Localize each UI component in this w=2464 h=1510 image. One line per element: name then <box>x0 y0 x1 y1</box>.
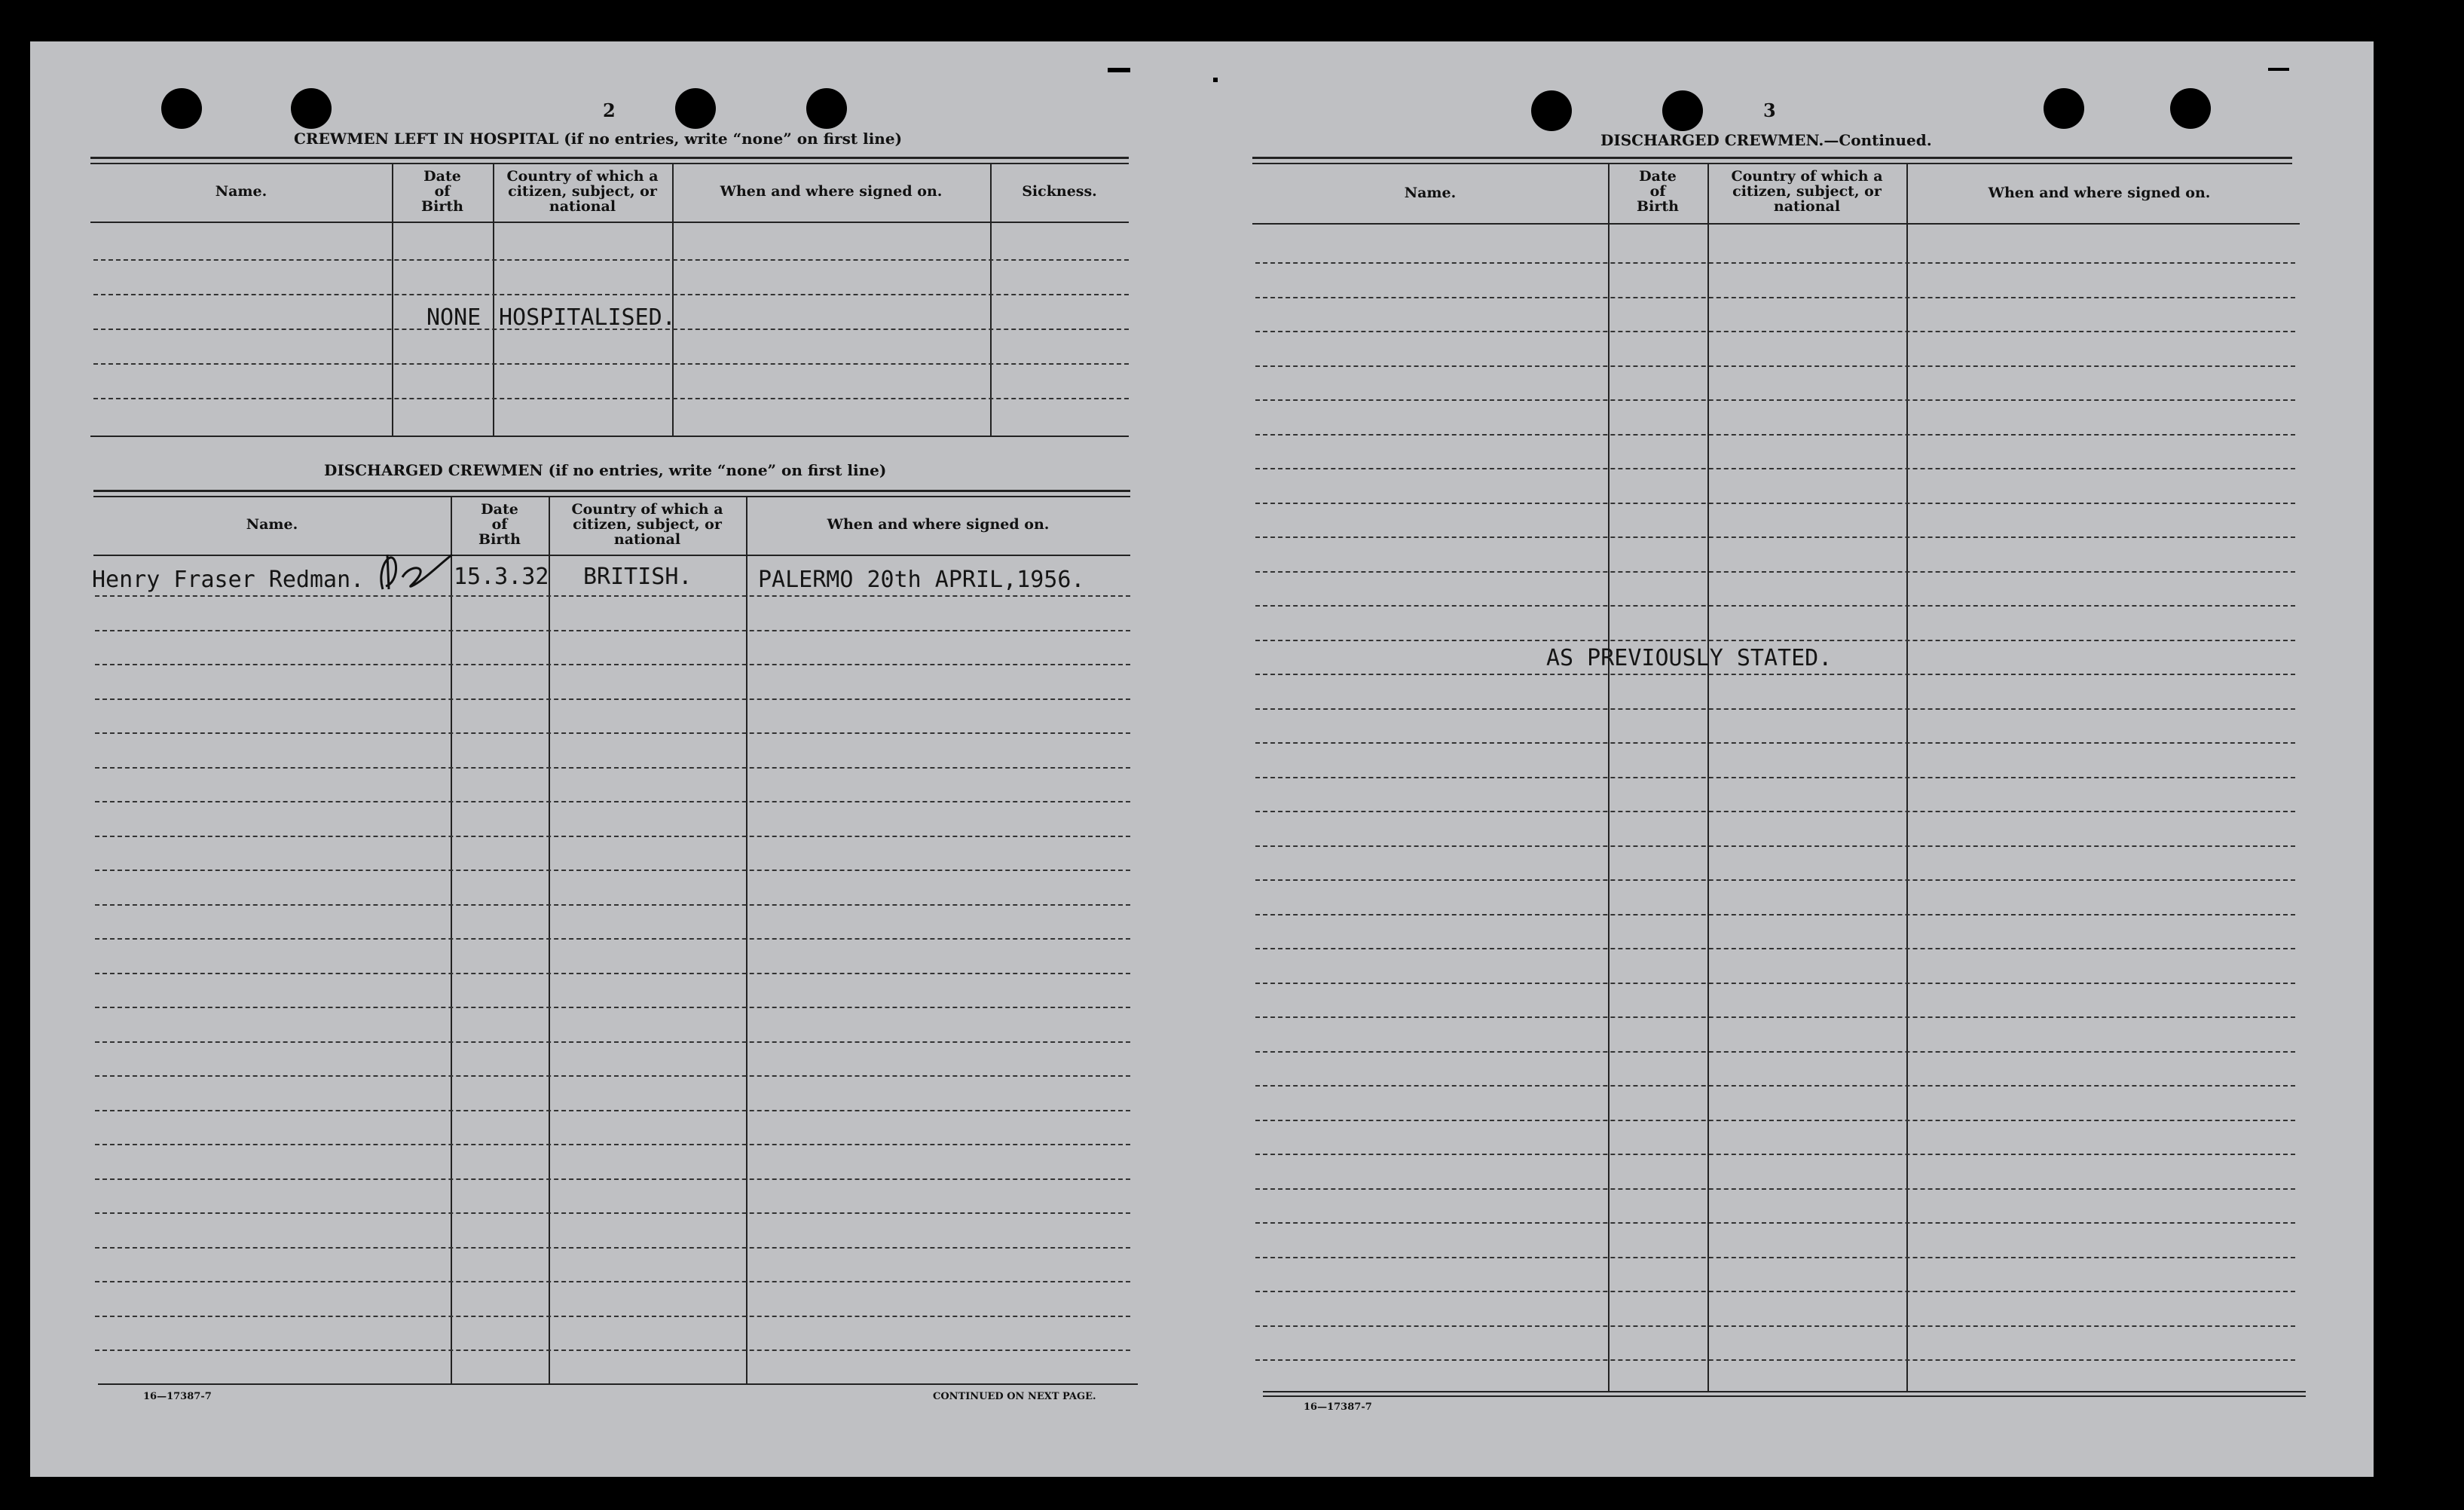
blank-line <box>1255 811 2295 812</box>
blank-line <box>1255 1016 2295 1018</box>
blank-line <box>1255 468 2295 469</box>
rule <box>1252 157 2292 159</box>
punch-hole <box>161 88 202 129</box>
document-sheet <box>30 41 2374 1477</box>
column-header-sickness: Sickness. <box>1022 183 1097 200</box>
blank-line <box>1255 1051 2295 1053</box>
blank-line <box>95 1144 1130 1145</box>
blank-line <box>95 938 1130 940</box>
punch-hole <box>806 88 847 129</box>
handwritten-initials <box>377 544 460 597</box>
blank-line <box>1255 640 2295 641</box>
rule <box>98 1383 1138 1385</box>
section-title-discharged: DISCHARGED CREWMEN (if no entries, write “none” on first line) <box>324 461 887 479</box>
blank-line <box>95 1075 1130 1077</box>
ink-speck <box>1108 68 1130 72</box>
punch-hole <box>1662 90 1703 131</box>
column-header-signed-on: When and where signed on. <box>1988 185 2211 201</box>
blank-line <box>1255 708 2295 710</box>
hospital-entry-hospitalised: HOSPITALISED. <box>499 304 676 331</box>
blank-line <box>95 801 1130 802</box>
blank-line <box>93 294 1129 295</box>
blank-line <box>1255 571 2295 573</box>
rule <box>90 157 1129 159</box>
blank-line <box>1255 503 2295 504</box>
blank-line <box>1255 262 2295 264</box>
continued-note: CONTINUED ON NEXT PAGE. <box>933 1391 1096 1402</box>
blank-line <box>1255 948 2295 949</box>
blank-line <box>93 259 1129 261</box>
blank-line <box>1255 1291 2295 1292</box>
column-header-country: Country of which a citizen, subject, or national <box>571 501 723 548</box>
crewman-country: BRITISH. <box>583 564 692 590</box>
blank-line <box>1255 1359 2295 1361</box>
column-header-signed-on: When and where signed on. <box>827 516 1050 533</box>
crewman-signed-on: PALERMO 20th APRIL,1956. <box>758 567 1085 593</box>
blank-line <box>1255 1257 2295 1258</box>
section-title-discharged-continued: DISCHARGED CREWMEN.—Continued. <box>1600 131 1932 149</box>
rule <box>93 490 1130 492</box>
blank-line <box>1255 1154 2295 1155</box>
blank-line <box>95 870 1130 871</box>
blank-line <box>95 1281 1130 1282</box>
blank-line <box>95 904 1130 906</box>
blank-line <box>95 973 1130 974</box>
blank-line <box>95 1316 1130 1317</box>
section-title-hospital: CREWMEN LEFT IN HOSPITAL (if no entries, write “none” on first line) <box>294 130 903 148</box>
blank-line <box>95 1178 1130 1180</box>
blank-line <box>1255 1222 2295 1224</box>
blank-line <box>1255 845 2295 847</box>
blank-line <box>1255 742 2295 744</box>
punch-hole <box>2044 88 2084 129</box>
crewman-dob: 15.3.32 <box>454 564 549 590</box>
page-number: 3 <box>1763 99 1776 121</box>
ink-speck <box>2268 68 2289 71</box>
rule <box>1263 1391 2306 1392</box>
column-header-signed-on: When and where signed on. <box>720 183 943 200</box>
rule <box>90 163 1129 164</box>
blank-line <box>1255 399 2295 401</box>
form-number: 16—17387-7 <box>143 1391 212 1402</box>
blank-line <box>93 398 1129 399</box>
column-header-name: Name. <box>215 183 267 200</box>
blank-line <box>95 836 1130 837</box>
blank-line <box>95 1212 1130 1214</box>
punch-hole <box>1531 90 1572 131</box>
blank-line <box>1255 1188 2295 1190</box>
blank-line <box>95 1041 1130 1043</box>
rule <box>90 222 1129 223</box>
blank-line <box>1255 879 2295 881</box>
punch-hole <box>291 88 332 129</box>
column-header-dob: Date of Birth <box>1637 168 1679 215</box>
blank-line <box>95 1007 1130 1008</box>
blank-line <box>1255 365 2295 367</box>
blank-line <box>1255 605 2295 607</box>
column-header-name: Name. <box>246 516 298 533</box>
blank-line <box>1255 674 2295 675</box>
rule <box>93 555 1130 556</box>
blank-line <box>95 698 1130 700</box>
previously-stated-note: AS PREVIOUSLY STATED. <box>1546 645 1833 671</box>
blank-line <box>95 630 1130 631</box>
blank-line <box>1255 536 2295 538</box>
rule <box>1252 163 2292 164</box>
hospital-entry-none: NONE <box>426 304 481 331</box>
punch-hole <box>675 88 716 129</box>
blank-line <box>95 1247 1130 1249</box>
blank-line <box>95 664 1130 665</box>
blank-line <box>1255 777 2295 778</box>
blank-line <box>1255 1120 2295 1121</box>
rule <box>90 436 1129 437</box>
blank-line <box>1255 914 2295 915</box>
blank-line <box>95 1110 1130 1111</box>
blank-line <box>95 1350 1130 1351</box>
punch-hole <box>2170 88 2211 129</box>
blank-line <box>1255 983 2295 984</box>
column-header-dob: Date of Birth <box>421 168 463 215</box>
column-divider <box>672 163 674 436</box>
rule <box>1252 223 2300 225</box>
column-header-country: Country of which a citizen, subject, or national <box>506 168 659 215</box>
crewman-name: Henry Fraser Redman. <box>92 567 365 593</box>
blank-line <box>1255 1325 2295 1327</box>
blank-line <box>93 363 1129 365</box>
blank-line <box>1255 1085 2295 1087</box>
blank-line <box>1255 297 2295 298</box>
rule <box>1263 1395 2306 1397</box>
column-divider <box>990 163 992 436</box>
column-header-dob: Date of Birth <box>478 501 521 548</box>
column-header-name: Name. <box>1404 185 1457 201</box>
column-header-country: Country of which a citizen, subject, or national <box>1731 168 1883 215</box>
blank-line <box>95 732 1130 734</box>
page-number: 2 <box>603 99 616 121</box>
rule <box>93 496 1130 497</box>
form-number: 16—17387-7 <box>1304 1401 1372 1413</box>
blank-line <box>1255 331 2295 332</box>
blank-line <box>95 595 1130 597</box>
blank-line <box>95 767 1130 769</box>
ink-speck <box>1213 78 1218 82</box>
blank-line <box>1255 434 2295 436</box>
